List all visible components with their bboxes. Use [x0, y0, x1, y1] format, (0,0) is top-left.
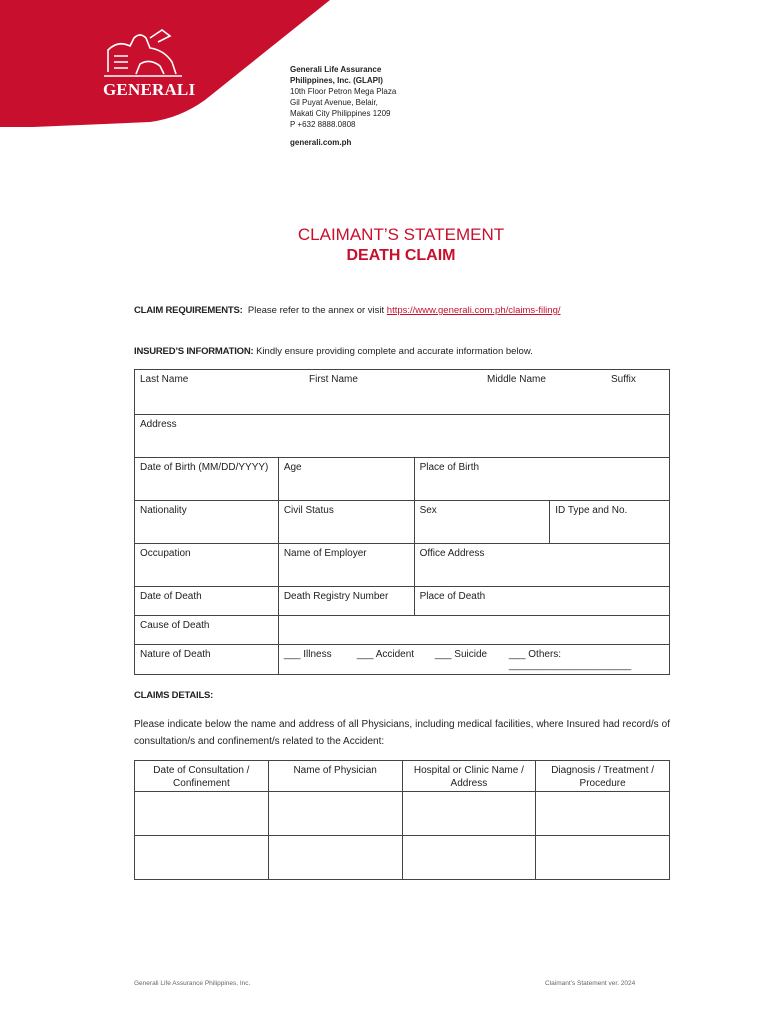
death-registry-field[interactable]: [278, 587, 414, 616]
occupation-field[interactable]: [135, 544, 279, 587]
table-cell[interactable]: [268, 836, 402, 880]
id-type-field[interactable]: [550, 501, 670, 544]
insured-label: INSURED’S INFORMATION:: [134, 346, 254, 357]
claims-label: CLAIMS DETAILS:: [134, 690, 214, 701]
table-cell[interactable]: [402, 836, 536, 880]
option-suicide[interactable]: ___ Suicide: [434, 649, 488, 660]
sex-field[interactable]: [414, 501, 550, 544]
middle-name-label: Middle Name: [487, 374, 546, 385]
sex-label: Sex: [419, 505, 437, 516]
company-name-line1: Generali Life Assurance: [290, 65, 382, 74]
table-cell[interactable]: [536, 836, 670, 880]
table-cell[interactable]: [536, 792, 670, 836]
title-sub: DEATH CLAIM: [346, 247, 456, 264]
death-registry-label: Death Registry Number: [283, 591, 389, 602]
column-header: Name of Physician: [268, 761, 402, 792]
cause-of-death-label: Cause of Death: [140, 620, 210, 631]
occupation-label: Occupation: [140, 548, 191, 559]
company-name-line2: Philippines, Inc. (GLAPI): [290, 76, 383, 85]
address-line: 10th Floor Petron Mega Plaza: [290, 87, 397, 96]
table-row: [135, 645, 670, 675]
table-row: [135, 544, 670, 587]
requirements-text: Please refer to the annex or visit: [247, 305, 385, 316]
last-name-label: Last Name: [140, 374, 189, 385]
footer-left: Generali Life Assurance Philippines, Inc.: [134, 980, 251, 987]
employer-field[interactable]: [278, 544, 414, 587]
table-cell[interactable]: [268, 792, 402, 836]
table-row: [135, 792, 670, 836]
age-label: Age: [283, 462, 302, 473]
column-header: Date of Consultation / Confinement: [135, 761, 269, 792]
place-of-birth-label: Place of Birth: [419, 462, 480, 473]
nature-of-death-label: Nature of Death: [140, 649, 211, 660]
claims-details-heading: [134, 690, 213, 701]
cause-of-death-field[interactable]: [278, 616, 669, 645]
office-address-label: Office Address: [419, 548, 485, 559]
company-website[interactable]: generali.com.ph: [290, 138, 352, 147]
insured-info-heading: [134, 346, 533, 357]
nature-of-death-cell: [135, 645, 279, 675]
civil-status-field[interactable]: [278, 501, 414, 544]
nature-of-death-options: [278, 645, 669, 675]
address-line: Gil Puyat Avenue, Belair,: [290, 98, 378, 107]
table-row: [135, 616, 670, 645]
document-title: [0, 224, 770, 266]
claim-requirements: [134, 305, 561, 316]
date-of-death-label: Date of Death: [140, 591, 202, 602]
first-name-label: First Name: [309, 374, 358, 385]
name-field[interactable]: [135, 370, 670, 415]
civil-status-label: Civil Status: [283, 505, 334, 516]
dob-field[interactable]: [135, 458, 279, 501]
option-illness[interactable]: ___ Illness: [283, 649, 332, 660]
suffix-label: Suffix: [611, 374, 636, 385]
office-address-field[interactable]: [414, 544, 669, 587]
claims-filing-link[interactable]: https://www.generali.com.ph/claims-filing/: [386, 305, 561, 316]
title-main: CLAIMANT’S STATEMENT: [297, 225, 505, 244]
table-row: [135, 415, 670, 458]
requirements-label: CLAIM REQUIREMENTS:: [134, 305, 243, 316]
table-header-row: [135, 761, 670, 792]
table-cell[interactable]: [135, 836, 269, 880]
insured-instruction: Kindly ensure providing complete and accurate information below.: [256, 346, 533, 357]
table-row: [135, 501, 670, 544]
phone-line: P +632 8888.0808: [290, 120, 356, 129]
age-field[interactable]: [278, 458, 414, 501]
address-label: Address: [140, 419, 177, 430]
table-cell[interactable]: [402, 792, 536, 836]
place-of-birth-field[interactable]: [414, 458, 669, 501]
address-line: Makati City Philippines 1209: [290, 109, 391, 118]
footer-right: Claimant’s Statement ver. 2024: [545, 980, 636, 987]
place-of-death-label: Place of Death: [419, 591, 486, 602]
header-banner: [0, 0, 340, 130]
logo-wordmark: GENERALI: [103, 80, 196, 99]
column-header: Diagnosis / Treatment / Procedure: [536, 761, 670, 792]
table-row: [135, 370, 670, 415]
table-row: [135, 836, 670, 880]
address-field[interactable]: [135, 415, 670, 458]
insured-info-table: [134, 369, 670, 675]
dob-label: Date of Birth (MM/DD/YYYY): [140, 462, 269, 473]
id-type-label: ID Type and No.: [555, 505, 628, 516]
table-row: [135, 587, 670, 616]
date-of-death-field[interactable]: [135, 587, 279, 616]
column-header: Hospital or Clinic Name / Address: [402, 761, 536, 792]
claims-details-table: [134, 760, 670, 880]
nationality-label: Nationality: [140, 505, 187, 516]
option-others[interactable]: ___ Others: ______________________: [508, 649, 632, 671]
option-accident[interactable]: ___ Accident: [356, 649, 415, 660]
place-of-death-field[interactable]: [414, 587, 669, 616]
cause-of-death-cell: [135, 616, 279, 645]
table-row: [135, 458, 670, 501]
table-cell[interactable]: [135, 792, 269, 836]
nationality-field[interactable]: [135, 501, 279, 544]
company-address: [290, 64, 396, 148]
claims-instruction: Please indicate below the name and address of all Physicians, including medical facilities, where Insured had record/s of consultation/s and confinement/s related to the Accident:: [134, 719, 670, 747]
employer-label: Name of Employer: [283, 548, 367, 559]
